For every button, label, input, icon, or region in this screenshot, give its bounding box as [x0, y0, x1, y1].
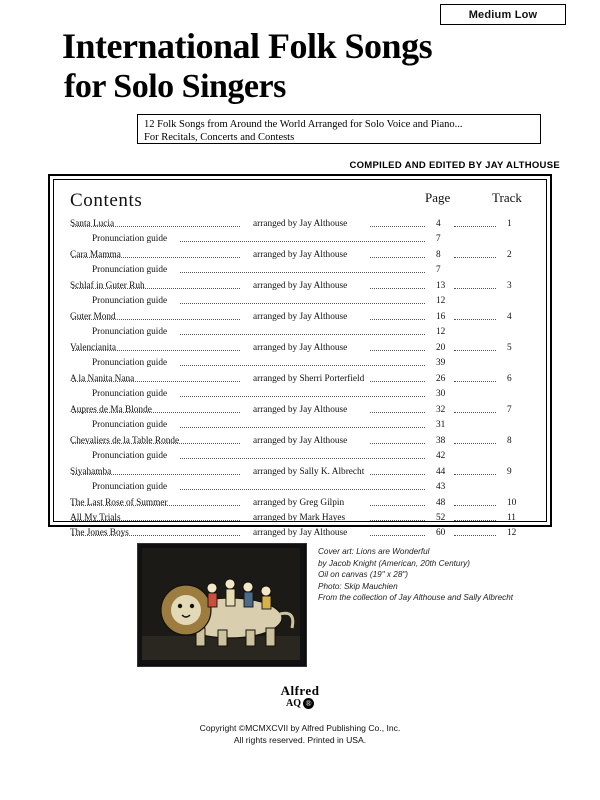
leader-dots [454, 411, 496, 413]
song-page-number: 48 [436, 498, 446, 508]
leader-dots [454, 256, 496, 258]
song-arranger: arranged by Jay Althouse [253, 219, 348, 229]
leader-dots [72, 318, 240, 320]
leader-dots [72, 380, 240, 382]
pronunciation-guide-label: Pronunciation guide [92, 234, 168, 244]
leader-dots [454, 380, 496, 382]
cover-art-credit-line-3: Oil on canvas (19" x 28") [318, 570, 409, 579]
pronunciation-guide-label: Pronunciation guide [92, 265, 168, 275]
leader-dots [180, 302, 425, 304]
table-of-contents-row [70, 497, 530, 512]
song-title: All My Trials [70, 513, 121, 523]
pronunciation-guide-row [70, 419, 530, 435]
leader-dots [180, 364, 425, 366]
song-track-number: 10 [507, 498, 517, 508]
song-track-number: 11 [507, 513, 516, 523]
leader-dots [72, 349, 240, 351]
leader-dots [454, 473, 496, 475]
table-of-contents [70, 218, 530, 542]
table-of-contents-row [70, 218, 530, 233]
title-block [62, 28, 532, 104]
pronunciation-guide-row [70, 357, 530, 373]
song-track-number: 12 [507, 528, 517, 538]
song-arranger: arranged by Jay Althouse [253, 405, 348, 415]
song-page-number: 60 [436, 528, 446, 538]
song-track-number: 8 [507, 436, 512, 446]
leader-dots [72, 256, 240, 258]
copyright-line-1: Copyright ©MCMXCVII by Alfred Publishing Co., Inc. [199, 723, 401, 733]
pronunciation-guide-page-number: 39 [436, 358, 446, 368]
leader-dots [454, 504, 496, 506]
pronunciation-guide-page-number: 7 [436, 265, 441, 275]
voicing-badge-label: Medium Low [468, 8, 538, 21]
song-title: Chevaliers de la Table Ronde [70, 436, 180, 446]
pronunciation-guide-row [70, 481, 530, 497]
song-track-number: 7 [507, 405, 512, 415]
contents-inner-frame [53, 179, 547, 538]
leader-dots [370, 534, 425, 536]
song-arranger: arranged by Jay Althouse [253, 250, 348, 260]
page-title-line1: International Folk Songs [62, 26, 433, 66]
pronunciation-guide-label: Pronunciation guide [92, 296, 168, 306]
song-arranger: arranged by Jay Althouse [253, 343, 348, 353]
song-arranger: arranged by Jay Althouse [253, 281, 348, 291]
publisher-logo-text: AQ [286, 698, 301, 709]
song-arranger: arranged by Sherri Porterfield [253, 374, 365, 384]
song-arranger: arranged by Greg Gilpin [253, 498, 345, 508]
table-of-contents-row [70, 512, 530, 527]
pronunciation-guide-label: Pronunciation guide [92, 327, 168, 337]
leader-dots [454, 318, 496, 320]
page-title-line2: for Solo Singers [64, 68, 286, 105]
subtitle-line-2: For Recitals, Concerts and Contests [144, 132, 295, 143]
song-page-number: 32 [436, 405, 446, 415]
leader-dots [454, 287, 496, 289]
leader-dots [180, 333, 425, 335]
song-arranger: arranged by Sally K. Albrecht [253, 467, 365, 477]
pronunciation-guide-label: Pronunciation guide [92, 358, 168, 368]
table-of-contents-row [70, 435, 530, 450]
leader-dots [454, 225, 496, 227]
pronunciation-guide-page-number: 43 [436, 482, 446, 492]
table-of-contents-row [70, 311, 530, 326]
song-title: The Jones Boys [70, 528, 129, 538]
song-page-number: 4 [436, 219, 441, 229]
leader-dots [454, 534, 496, 536]
leader-dots [180, 457, 425, 459]
subtitle-line-1: 12 Folk Songs from Around the World Arranged for Solo Voice and Piano... [144, 119, 463, 130]
leader-dots [370, 442, 425, 444]
publisher-name: Alfred [280, 683, 320, 698]
pronunciation-guide-page-number: 12 [436, 296, 446, 306]
contents-header [70, 190, 530, 216]
leader-dots [72, 411, 240, 413]
leader-dots [370, 519, 425, 521]
pronunciation-guide-label: Pronunciation guide [92, 482, 168, 492]
song-page-number: 16 [436, 312, 446, 322]
pronunciation-guide-page-number: 42 [436, 451, 446, 461]
song-track-number: 6 [507, 374, 512, 384]
pronunciation-guide-page-number: 12 [436, 327, 446, 337]
leader-dots [72, 225, 240, 227]
song-track-number: 4 [507, 312, 512, 322]
copyright-notice [0, 722, 600, 746]
song-page-number: 13 [436, 281, 446, 291]
song-arranger: arranged by Jay Althouse [253, 436, 348, 446]
song-page-number: 52 [436, 513, 446, 523]
song-title: Valencianita [70, 343, 116, 353]
leader-dots [180, 488, 425, 490]
leader-dots [454, 519, 496, 521]
contents-frame [48, 174, 552, 538]
pronunciation-guide-row [70, 388, 530, 404]
song-arranger: arranged by Mark Hayes [253, 513, 346, 523]
leader-dots [370, 318, 425, 320]
song-page-number: 8 [436, 250, 441, 260]
leader-dots [180, 271, 425, 273]
column-header-track: Track [492, 190, 522, 205]
cover-art-credit-line-4: Photo: Skip Mauchien [318, 581, 398, 591]
leader-dots [72, 287, 240, 289]
pronunciation-guide-row [70, 450, 530, 466]
leader-dots [370, 349, 425, 351]
song-title: Cara Mamma [70, 250, 121, 260]
cover-art-credit-line-5: From the collection of Jay Althouse and Sally Albrecht [318, 593, 514, 602]
leader-dots [180, 240, 425, 242]
leader-dots [72, 473, 240, 475]
leader-dots [454, 442, 496, 444]
pronunciation-guide-row [70, 326, 530, 342]
table-of-contents-row [70, 404, 530, 419]
compiled-credit: COMPILED AND EDITED BY JAY ALTHOUSE [349, 160, 560, 171]
registered-mark-icon: ® [303, 698, 314, 709]
leader-dots [370, 473, 425, 475]
leader-dots [72, 519, 240, 521]
column-header-page: Page [425, 190, 451, 205]
table-of-contents-row [70, 373, 530, 388]
song-title: A la Nanita Nana [70, 374, 135, 384]
song-track-number: 5 [507, 343, 512, 353]
table-of-contents-row [70, 527, 530, 542]
song-arranger: arranged by Jay Althouse [253, 312, 348, 322]
song-track-number: 3 [507, 281, 512, 291]
cover-art-credit [318, 546, 548, 604]
cover-art-illustration [138, 544, 304, 664]
song-page-number: 38 [436, 436, 446, 446]
cover-art-thumbnail [137, 543, 307, 667]
pronunciation-guide-page-number: 30 [436, 389, 446, 399]
leader-dots [72, 534, 240, 536]
leader-dots [454, 349, 496, 351]
song-title: Guter Mond [70, 312, 116, 322]
song-track-number: 1 [507, 219, 512, 229]
pronunciation-guide-row [70, 295, 530, 311]
song-title: Santa Lucia [70, 219, 115, 229]
table-of-contents-row [70, 249, 530, 264]
song-track-number: 2 [507, 250, 512, 260]
leader-dots [180, 395, 425, 397]
leader-dots [72, 442, 240, 444]
leader-dots [370, 411, 425, 413]
copyright-line-2: All rights reserved. Printed in USA. [233, 735, 367, 745]
cover-art-credit-line-1: Cover art: Lions are Wonderful [318, 547, 430, 556]
table-of-contents-row [70, 466, 530, 481]
voicing-badge [440, 4, 566, 25]
leader-dots [370, 504, 425, 506]
cover-art-credit-line-2: by Jacob Knight (American, 20th Century) [318, 558, 470, 568]
song-page-number: 26 [436, 374, 446, 384]
song-page-number: 44 [436, 467, 446, 477]
song-title: Siyahamba [70, 467, 112, 477]
pronunciation-guide-page-number: 31 [436, 420, 446, 430]
leader-dots [72, 504, 240, 506]
table-of-contents-row [70, 280, 530, 295]
subtitle-box [137, 114, 541, 144]
pronunciation-guide-label: Pronunciation guide [92, 389, 168, 399]
song-title: The Last Rose of Summer [70, 498, 168, 508]
publisher-logo [0, 684, 600, 711]
pronunciation-guide-row [70, 264, 530, 280]
song-arranger: arranged by Jay Althouse [253, 528, 348, 538]
leader-dots [370, 256, 425, 258]
contents-heading: Contents [70, 190, 143, 211]
song-page-number: 20 [436, 343, 446, 353]
pronunciation-guide-label: Pronunciation guide [92, 451, 168, 461]
song-title: Aupres de Ma Blonde [70, 405, 152, 415]
song-track-number: 9 [507, 467, 512, 477]
leader-dots [370, 225, 425, 227]
leader-dots [370, 380, 425, 382]
pronunciation-guide-page-number: 7 [436, 234, 441, 244]
table-of-contents-row [70, 342, 530, 357]
leader-dots [180, 426, 425, 428]
pronunciation-guide-label: Pronunciation guide [92, 420, 168, 430]
leader-dots [370, 287, 425, 289]
song-title: Schlaf in Guter Ruh [70, 281, 145, 291]
pronunciation-guide-row [70, 233, 530, 249]
